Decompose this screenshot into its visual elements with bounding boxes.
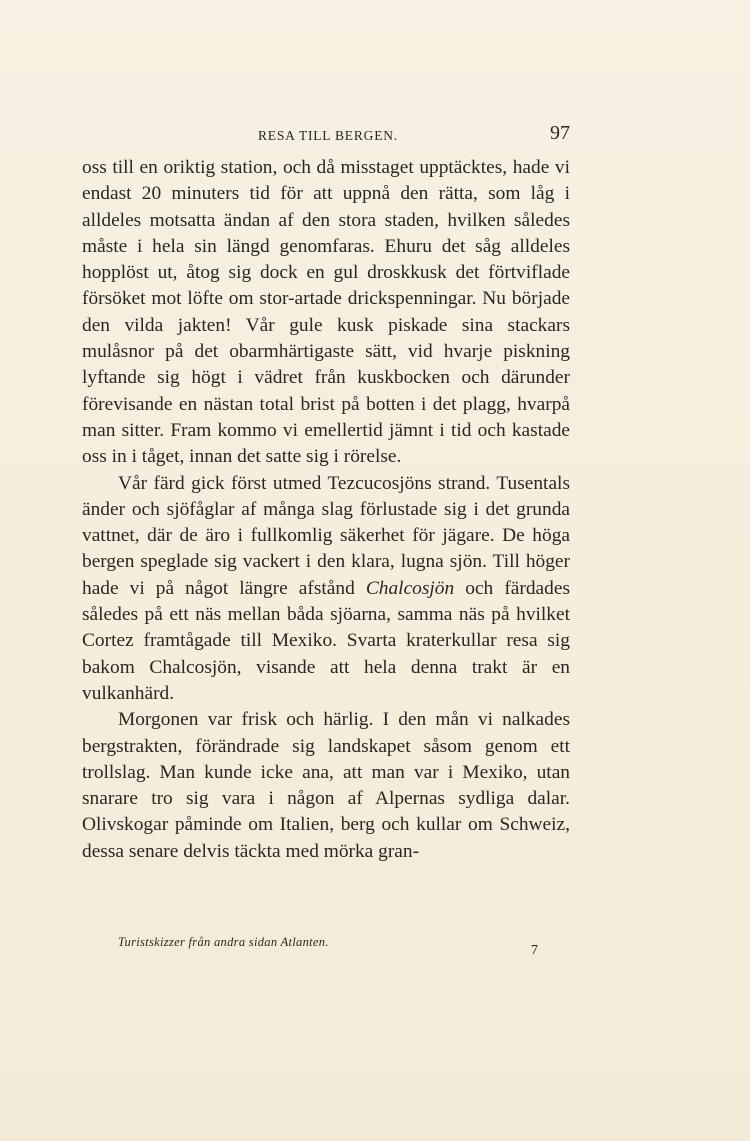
- body-text: [82, 155, 570, 865]
- paragraph-text: och färdades således på ett näs mellan båda sjöarna, samma näs på hvilket Cortez framtågade till Mexiko. Svarta kraterkullar resa sig bakom Chalcosjön, visande att hela denna trakt är en vulkanhärd.: [82, 577, 570, 704]
- page-header: [82, 122, 570, 152]
- running-head: RESA TILL BERGEN.: [258, 128, 398, 143]
- paragraph-text: Vår färd gick först utmed Tezcucosjöns strand. Tusentals änder och sjöfåglar af många slag förlustade sig i det grunda vattnet, där de äro i fullkomlig säkerhet för jägare. De höga bergen speglade sig vackert i den klara, lugna sjön. Till höger hade vi på något längre afstånd: [82, 472, 570, 599]
- page-footer: [118, 935, 538, 961]
- paragraph-1: [82, 155, 570, 471]
- sheet-number: 7: [531, 943, 538, 958]
- page-number: 97: [550, 122, 570, 144]
- paragraph-2: [82, 471, 570, 708]
- paragraph-3: [82, 707, 570, 865]
- italic-place-name: Chalcosjön: [365, 577, 455, 599]
- paragraph-text: Morgonen var frisk och härlig. I den mån vi nalkades bergstrakten, förändrade sig landskapet såsom genom ett trollslag. Man kunde icke ana, att man var i Mexiko, utan snarare tro sig vara i någon af Alpernas sydliga dalar. Olivskogar påminde om Italien, berg och kullar om Schweiz, dessa senare delvis täckta med mörka gran-: [82, 709, 570, 862]
- signature-line: Turistskizzer från andra sidan Atlanten.: [118, 935, 329, 949]
- paragraph-text: oss till en oriktig station, och då misstaget upptäcktes, hade vi endast 20 minuters tid för att uppnå den rätta, som låg i alldeles motsatta ändan af den stora staden, hvilken således måste i hela sin längd genomfaras. Ehuru det såg alldeles hopplöst ut, åtog sig dock en gul droskkusk det förtviflade försöket mot löfte om stor-artade drickspenningar. Nu började den vilda jakten! Vår gule kusk piskade sina stackars mulåsnor på det obarmhärtigaste sätt, vid hvarje piskning lyftande sig högt i vädret från kuskbocken och därunder förevisande en nästan total brist på botten i det plagg, hvarpå man sitter. Fram kommo vi emellertid jämnt i tid och kastade oss in i tåget, innan det satte sig i rörelse.: [82, 157, 570, 468]
